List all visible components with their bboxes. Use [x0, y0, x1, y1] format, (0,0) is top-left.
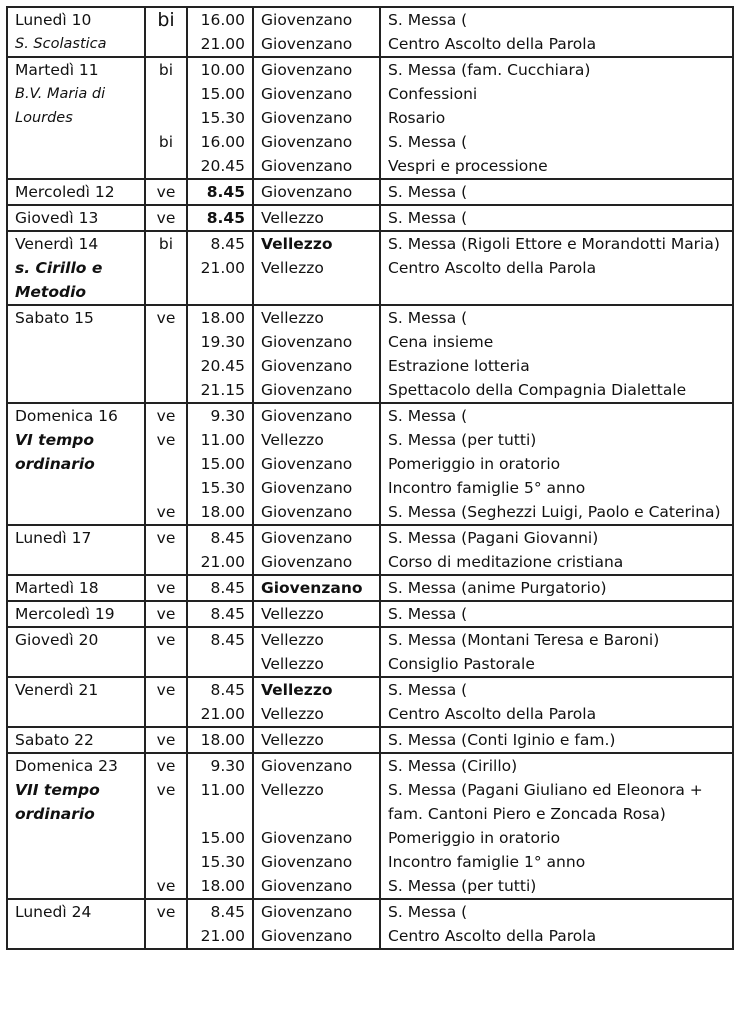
- day-line: [8, 826, 144, 850]
- code-line: [146, 924, 186, 948]
- activity-cell: [380, 627, 733, 677]
- code-line: [146, 702, 186, 726]
- day-line: s. Cirillo e: [15, 259, 103, 277]
- time-line: 8.45: [210, 235, 245, 253]
- schedule-row: [7, 179, 733, 205]
- place-line: Vellezzo: [261, 655, 324, 673]
- day-line: Giovedì 20: [15, 631, 99, 649]
- time-line: 9.30: [210, 757, 245, 775]
- activity-line: S. Messa (: [388, 133, 468, 151]
- time-line: 15.00: [200, 455, 245, 473]
- code-line: bi: [157, 9, 175, 31]
- place-cell: [253, 403, 380, 525]
- day-cell: [7, 205, 145, 231]
- code-line: ve: [156, 877, 176, 895]
- day-cell: [7, 753, 145, 899]
- place-line: Giovenzano: [261, 333, 353, 351]
- code-line: ve: [156, 209, 176, 227]
- activity-line: Incontro famiglie 1° anno: [388, 853, 586, 871]
- time-line: 15.30: [200, 109, 245, 127]
- code-line: [146, 32, 186, 56]
- activity-line: Rosario: [388, 109, 446, 127]
- time-line: 8.45: [210, 579, 245, 597]
- day-cell: [7, 575, 145, 601]
- code-line: ve: [156, 309, 176, 327]
- day-line: Martedì 18: [15, 579, 99, 597]
- code-line: [146, 802, 186, 826]
- place-line: Giovenzano: [261, 61, 353, 79]
- time-line: 21.00: [200, 927, 245, 945]
- day-line: [8, 378, 144, 402]
- place-cell: [253, 231, 380, 305]
- day-line: [8, 130, 144, 154]
- time-line: 15.00: [200, 829, 245, 847]
- time-cell: [187, 305, 253, 403]
- code-line: [146, 82, 186, 106]
- time-line: [188, 280, 252, 304]
- place-line: Giovenzano: [261, 877, 353, 895]
- activity-cell: [380, 231, 733, 305]
- schedule-row: [7, 727, 733, 753]
- time-line: 18.00: [200, 503, 245, 521]
- schedule-row: [7, 627, 733, 677]
- place-line: Vellezzo: [261, 235, 333, 253]
- time-line: 21.00: [200, 705, 245, 723]
- day-line: Domenica 16: [15, 407, 118, 425]
- schedule-body: [7, 7, 733, 949]
- code-line: ve: [156, 579, 176, 597]
- day-line: [8, 476, 144, 500]
- time-line: 21.00: [200, 553, 245, 571]
- place-line: Giovenzano: [261, 11, 353, 29]
- time-line: 15.30: [200, 853, 245, 871]
- place-cell: [253, 575, 380, 601]
- time-cell: [187, 627, 253, 677]
- code-line: ve: [156, 731, 176, 749]
- code-line: [146, 378, 186, 402]
- time-cell: [187, 677, 253, 727]
- day-line: B.V. Maria di: [15, 86, 106, 102]
- activity-cell: [380, 899, 733, 949]
- time-line: 18.00: [200, 731, 245, 749]
- day-cell: [7, 525, 145, 575]
- place-line: [254, 280, 379, 304]
- place-line: Giovenzano: [261, 553, 353, 571]
- day-line: [8, 924, 144, 948]
- activity-line: S. Messa (: [388, 209, 468, 227]
- day-cell: [7, 403, 145, 525]
- day-cell: [7, 231, 145, 305]
- place-line: Giovenzano: [261, 927, 353, 945]
- activity-cell: [380, 601, 733, 627]
- activity-line: S. Messa (: [388, 903, 468, 921]
- activity-line: Consiglio Pastorale: [388, 655, 535, 673]
- day-cell: [7, 305, 145, 403]
- place-line: Giovenzano: [261, 157, 353, 175]
- activity-line: Centro Ascolto della Parola: [388, 259, 597, 277]
- time-line: 8.45: [210, 529, 245, 547]
- time-line: 20.45: [200, 357, 245, 375]
- code-line: ve: [156, 631, 176, 649]
- code-line: ve: [156, 757, 176, 775]
- activity-line: Corso di meditazione cristiana: [388, 553, 624, 571]
- schedule-row: [7, 899, 733, 949]
- place-line: Giovenzano: [261, 183, 353, 201]
- time-line: 19.30: [200, 333, 245, 351]
- day-line: Venerdì 14: [15, 235, 99, 253]
- code-line: ve: [156, 407, 176, 425]
- activity-line: S. Messa (per tutti): [388, 877, 537, 895]
- place-line: Giovenzano: [261, 407, 353, 425]
- place-line: Vellezzo: [261, 681, 333, 699]
- activity-line: Cena insieme: [388, 333, 494, 351]
- activity-line: S. Messa (Cirillo): [388, 757, 518, 775]
- code-line: bi: [158, 235, 174, 253]
- time-line: 8.45: [210, 903, 245, 921]
- code-cell: [145, 753, 187, 899]
- activity-line: S. Messa (: [388, 11, 468, 29]
- activity-cell: [380, 205, 733, 231]
- day-line: ordinario: [15, 455, 95, 473]
- activity-line: Vespri e processione: [388, 157, 548, 175]
- code-line: [146, 354, 186, 378]
- time-line: 8.45: [210, 681, 245, 699]
- time-line: 18.00: [200, 309, 245, 327]
- day-cell: [7, 727, 145, 753]
- place-line: Giovenzano: [261, 903, 353, 921]
- day-line: Domenica 23: [15, 757, 118, 775]
- time-cell: [187, 575, 253, 601]
- code-line: ve: [156, 183, 176, 201]
- activity-line: S. Messa (: [388, 407, 468, 425]
- time-line: 11.00: [200, 781, 245, 799]
- day-line: Giovedì 13: [15, 209, 99, 227]
- place-line: Giovenzano: [261, 757, 353, 775]
- time-line: [188, 802, 252, 826]
- place-cell: [253, 57, 380, 179]
- place-cell: [253, 7, 380, 57]
- activity-cell: [380, 677, 733, 727]
- activity-line: Centro Ascolto della Parola: [388, 35, 597, 53]
- place-line: Vellezzo: [261, 209, 324, 227]
- place-cell: [253, 753, 380, 899]
- place-line: Vellezzo: [261, 259, 324, 277]
- time-cell: [187, 601, 253, 627]
- code-cell: [145, 305, 187, 403]
- day-line: Sabato 22: [15, 731, 94, 749]
- activity-line: S. Messa (: [388, 605, 468, 623]
- place-line: Giovenzano: [261, 85, 353, 103]
- place-line: Vellezzo: [261, 781, 324, 799]
- activity-line: Pomeriggio in oratorio: [388, 455, 561, 473]
- code-line: [146, 154, 186, 178]
- code-line: ve: [156, 503, 176, 521]
- day-line: Martedì 11: [15, 61, 99, 79]
- time-line: 18.00: [200, 877, 245, 895]
- place-cell: [253, 677, 380, 727]
- place-line: Vellezzo: [261, 309, 324, 327]
- code-line: [146, 256, 186, 280]
- schedule-row: [7, 677, 733, 727]
- place-line: Giovenzano: [261, 133, 353, 151]
- day-cell: [7, 57, 145, 179]
- schedule-row: [7, 601, 733, 627]
- time-line: 11.00: [200, 431, 245, 449]
- code-line: bi: [158, 61, 174, 79]
- code-cell: [145, 627, 187, 677]
- time-cell: [187, 727, 253, 753]
- day-line: Mercoledì 19: [15, 605, 115, 623]
- activity-cell: [380, 753, 733, 899]
- day-cell: [7, 7, 145, 57]
- day-line: Sabato 15: [15, 309, 94, 327]
- activity-line: Centro Ascolto della Parola: [388, 705, 597, 723]
- place-line: Vellezzo: [261, 631, 324, 649]
- activity-line: fam. Cantoni Piero e Zoncada Rosa): [388, 805, 666, 823]
- place-line: Giovenzano: [261, 109, 353, 127]
- place-line: Vellezzo: [261, 731, 324, 749]
- code-cell: [145, 899, 187, 949]
- code-line: ve: [156, 431, 176, 449]
- code-line: ve: [156, 529, 176, 547]
- code-cell: [145, 727, 187, 753]
- day-line: Lunedì 17: [15, 529, 92, 547]
- activity-line: Spettacolo della Compagnia Dialettale: [388, 381, 687, 399]
- time-line: 16.00: [200, 133, 245, 151]
- day-line: [8, 354, 144, 378]
- day-cell: [7, 899, 145, 949]
- day-cell: [7, 677, 145, 727]
- code-cell: [145, 231, 187, 305]
- activity-cell: [380, 57, 733, 179]
- place-cell: [253, 179, 380, 205]
- code-line: [146, 106, 186, 130]
- place-line: Giovenzano: [261, 479, 353, 497]
- activity-line: S. Messa (per tutti): [388, 431, 537, 449]
- activity-line: S. Messa (Conti Iginio e fam.): [388, 731, 616, 749]
- day-line: [8, 550, 144, 574]
- time-cell: [187, 57, 253, 179]
- day-line: [8, 154, 144, 178]
- day-line: Metodio: [15, 283, 87, 301]
- place-cell: [253, 627, 380, 677]
- code-line: [146, 452, 186, 476]
- code-line: ve: [156, 903, 176, 921]
- code-cell: [145, 403, 187, 525]
- place-cell: [253, 305, 380, 403]
- activity-line: S. Messa (: [388, 681, 468, 699]
- code-cell: [145, 601, 187, 627]
- time-line: [188, 652, 252, 676]
- place-line: Giovenzano: [261, 35, 353, 53]
- place-cell: [253, 727, 380, 753]
- activity-line: Confessioni: [388, 85, 478, 103]
- time-cell: [187, 205, 253, 231]
- day-line: [8, 330, 144, 354]
- day-line: Mercoledì 12: [15, 183, 115, 201]
- place-cell: [253, 205, 380, 231]
- time-line: 8.45: [206, 209, 245, 227]
- place-line: Giovenzano: [261, 455, 353, 473]
- activity-cell: [380, 305, 733, 403]
- activity-line: S. Messa (Seghezzi Luigi, Paolo e Caterina): [388, 503, 721, 521]
- activity-cell: [380, 7, 733, 57]
- place-line: Giovenzano: [261, 503, 353, 521]
- schedule-row: [7, 753, 733, 899]
- place-line: Giovenzano: [261, 853, 353, 871]
- place-cell: [253, 601, 380, 627]
- time-cell: [187, 7, 253, 57]
- activity-line: Centro Ascolto della Parola: [388, 927, 597, 945]
- place-line: Giovenzano: [261, 829, 353, 847]
- activity-cell: [380, 179, 733, 205]
- activity-line: S. Messa (Rigoli Ettore e Morandotti Maria): [388, 235, 720, 253]
- time-cell: [187, 899, 253, 949]
- time-line: 8.45: [210, 631, 245, 649]
- time-cell: [187, 231, 253, 305]
- code-line: [146, 652, 186, 676]
- activity-line: Incontro famiglie 5° anno: [388, 479, 586, 497]
- schedule-row: [7, 575, 733, 601]
- activity-line: S. Messa (: [388, 309, 468, 327]
- code-line: bi: [158, 133, 174, 151]
- activity-line: S. Messa (Pagani Giovanni): [388, 529, 599, 547]
- code-cell: [145, 7, 187, 57]
- time-line: 21.15: [200, 381, 245, 399]
- activity-line: S. Messa (Montani Teresa e Baroni): [388, 631, 660, 649]
- schedule-row: [7, 57, 733, 179]
- day-line: [8, 702, 144, 726]
- day-cell: [7, 179, 145, 205]
- code-line: ve: [156, 605, 176, 623]
- activity-cell: [380, 403, 733, 525]
- place-line: Vellezzo: [261, 431, 324, 449]
- schedule-row: [7, 7, 733, 57]
- time-line: 15.00: [200, 85, 245, 103]
- day-line: Lunedì 24: [15, 903, 92, 921]
- day-line: VII tempo: [15, 781, 100, 799]
- code-line: ve: [156, 681, 176, 699]
- time-line: 8.45: [210, 605, 245, 623]
- code-cell: [145, 575, 187, 601]
- schedule-row: [7, 231, 733, 305]
- code-line: [146, 476, 186, 500]
- activity-line: S. Messa (anime Purgatorio): [388, 579, 607, 597]
- place-line: [254, 802, 379, 826]
- day-line: S. Scolastica: [15, 36, 107, 52]
- code-line: [146, 330, 186, 354]
- day-cell: [7, 627, 145, 677]
- day-line: [8, 850, 144, 874]
- time-line: 21.00: [200, 259, 245, 277]
- time-cell: [187, 179, 253, 205]
- schedule-row: [7, 305, 733, 403]
- activity-cell: [380, 525, 733, 575]
- place-line: Giovenzano: [261, 529, 353, 547]
- time-line: 8.45: [206, 183, 245, 201]
- activity-line: S. Messa (Pagani Giuliano ed Eleonora +: [388, 781, 703, 799]
- schedule-row: [7, 403, 733, 525]
- code-cell: [145, 677, 187, 727]
- day-line: Venerdì 21: [15, 681, 99, 699]
- code-cell: [145, 205, 187, 231]
- schedule-row: [7, 525, 733, 575]
- schedule-row: [7, 205, 733, 231]
- place-cell: [253, 525, 380, 575]
- activity-line: S. Messa (fam. Cucchiara): [388, 61, 591, 79]
- place-line: Vellezzo: [261, 605, 324, 623]
- place-line: Vellezzo: [261, 705, 324, 723]
- day-line: Lourdes: [15, 110, 73, 126]
- place-line: Giovenzano: [261, 381, 353, 399]
- code-cell: [145, 179, 187, 205]
- day-line: Lunedì 10: [15, 11, 92, 29]
- code-cell: [145, 57, 187, 179]
- time-cell: [187, 525, 253, 575]
- code-cell: [145, 525, 187, 575]
- place-line: Giovenzano: [261, 579, 363, 597]
- time-line: 10.00: [200, 61, 245, 79]
- activity-cell: [380, 575, 733, 601]
- day-line: [8, 874, 144, 898]
- schedule-table: [6, 6, 734, 950]
- time-line: 21.00: [200, 35, 245, 53]
- time-cell: [187, 753, 253, 899]
- place-cell: [253, 899, 380, 949]
- code-line: [146, 550, 186, 574]
- activity-cell: [380, 727, 733, 753]
- code-line: [146, 280, 186, 304]
- time-line: 15.30: [200, 479, 245, 497]
- activity-line: Pomeriggio in oratorio: [388, 829, 561, 847]
- day-line: [8, 652, 144, 676]
- activity-line: [381, 280, 732, 304]
- time-line: 20.45: [200, 157, 245, 175]
- day-line: [8, 500, 144, 524]
- time-cell: [187, 403, 253, 525]
- day-line: VI tempo: [15, 431, 94, 449]
- code-line: ve: [156, 781, 176, 799]
- code-line: [146, 826, 186, 850]
- code-line: [146, 850, 186, 874]
- place-line: Giovenzano: [261, 357, 353, 375]
- day-cell: [7, 601, 145, 627]
- time-line: 9.30: [210, 407, 245, 425]
- activity-line: S. Messa (: [388, 183, 468, 201]
- activity-line: Estrazione lotteria: [388, 357, 530, 375]
- day-line: ordinario: [15, 805, 95, 823]
- time-line: 16.00: [200, 11, 245, 29]
